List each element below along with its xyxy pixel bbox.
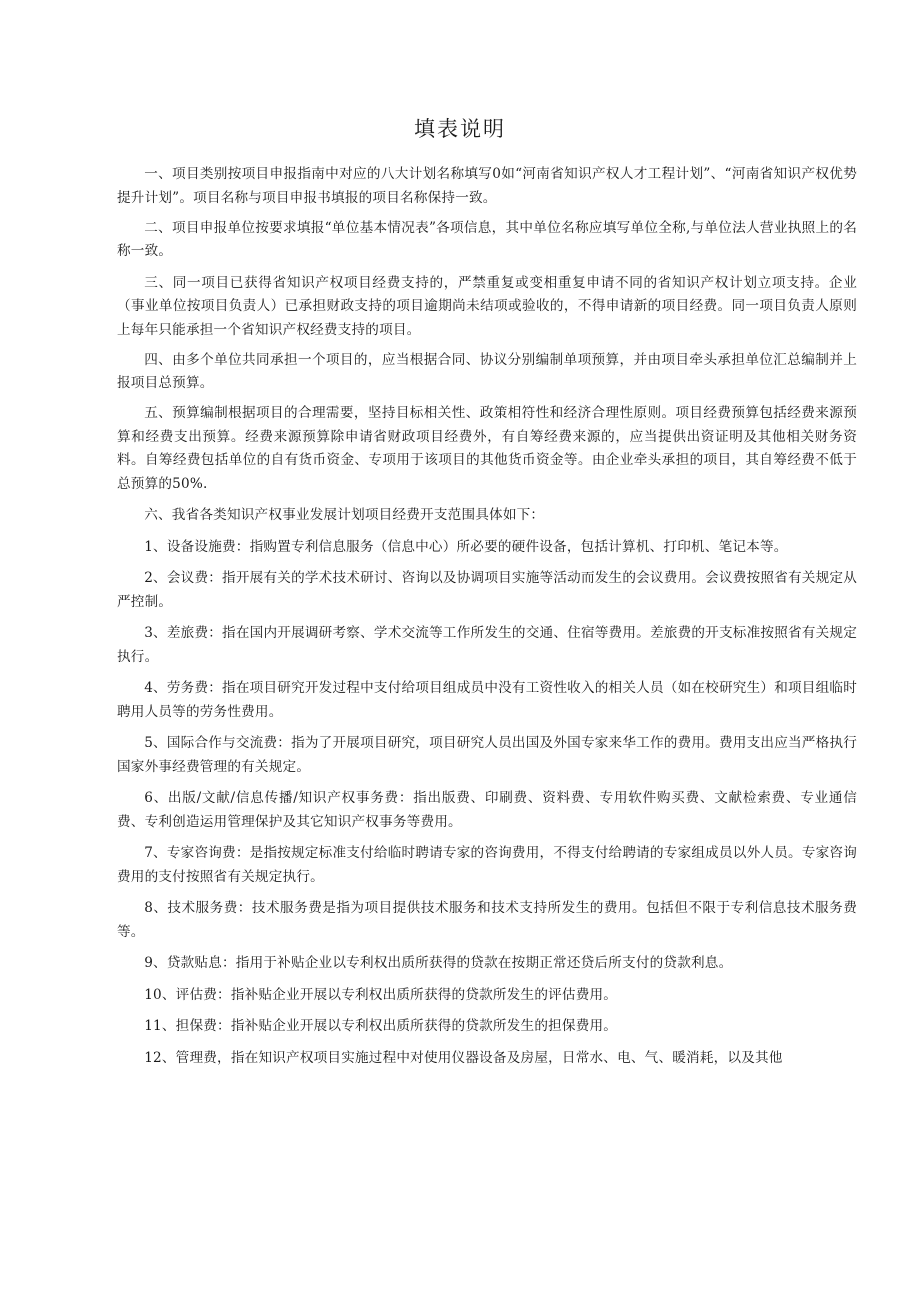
paragraph-applicant-unit: 二、项目申报单位按要求填报“单位基本情况表”各项信息，其中单位名称应填写单位全称,与单位法人营业执照上的名称一致。 bbox=[117, 219, 857, 259]
instructions-body bbox=[117, 163, 857, 1078]
paragraph-project-category: 一、项目类别按项目申报指南中对应的八大计划名称填写0如“河南省知识产权人才工程计划”、“河南省知识产权优势提升计划”。项目名称与项目申报书填报的项目名称保持一致。 bbox=[117, 166, 857, 206]
list-item-labor-fee: 4、劳务费：指在项目研究开发过程中支付给项目组成员中没有工资性收入的相关人员（如在校研究生）和项目组临时聘用人员等的劳务性费用。 bbox=[117, 680, 857, 720]
list-item-loan-interest: 9、贷款贴息：指用于补贴企业以专利权出质所获得的贷款在按期正常还贷后所支付的贷款利息。 bbox=[144, 955, 733, 971]
list-item-meeting-fee: 2、会议费：指开展有关的学术技术研讨、咨询以及协调项目实施等活动而发生的会议费用。会议费按照省有关规定从严控制。 bbox=[117, 570, 857, 610]
page-title: 填表说明 bbox=[414, 117, 506, 141]
list-item-equipment-fee: 1、设备设施费：指购置专利信息服务（信息中心）所必要的硬件设备，包括计算机、打印机、笔记本等。 bbox=[144, 538, 788, 555]
list-item-international-fee: 5、国际合作与交流费：指为了开展项目研究，项目研究人员出国及外国专家来华工作的费用。费用支出应当严格执行国家外事经费管理的有关规定。 bbox=[117, 735, 857, 775]
paragraph-joint-project: 四、由多个单位共同承担一个项目的，应当根据合同、协议分别编制单项预算，并由项目牵头承担单位汇总编制并上报项目总预算。 bbox=[117, 351, 857, 391]
list-item-publication-fee: 6、出版/文献/信息传播/知识产权事务费：指出版费、印刷费、资料费、专用软件购买费、文献检索费、专业通信费、专利创造运用管理保护及其它知识产权事务等费用。 bbox=[117, 790, 857, 830]
paragraph-expense-scope: 六、我省各类知识产权事业发展计划项目经费开支范围具体如下： bbox=[144, 507, 545, 523]
list-item-technical-service-fee: 8、技术服务费：技术服务费是指为项目提供技术服务和技术支持所发生的费用。包括但不限于专利信息技术服务费等。 bbox=[117, 900, 857, 940]
list-item-management-fee: 12、管理费，指在知识产权项目实施过程中对使用仪器设备及房屋，日常水、电、气、暖消耗，以及其他 bbox=[144, 1049, 783, 1066]
list-item-expert-fee: 7、专家咨询费：是指按规定标准支付给临时聘请专家的咨询费用，不得支付给聘请的专家组成员以外人员。专家咨询费用的支付按照省有关规定执行。 bbox=[117, 845, 857, 885]
list-item-travel-fee: 3、差旅费：指在国内开展调研考察、学术交流等工作所发生的交通、住宿等费用。差旅费的开支标准按照省有关规定执行。 bbox=[117, 625, 857, 665]
paragraph-budget-principles: 五、预算编制根据项目的合理需要，坚持目标相关性、政策相符性和经济合理性原则。项目经费预算包括经费来源预算和经费支出预算。经费来源预算除申请省财政项目经费外，有自筹经费来源的，应当提供出资证明及其他相关财务资料。自筹经费包括单位的自有货币资金、专项用于该项目的其他货币资金等。由企业牵头承担的项目，其自筹经费不低于总预算的50%. bbox=[117, 405, 857, 492]
paragraph-duplicate-funding: 三、同一项目已获得省知识产权项目经费支持的，严禁重复或变相重复申请不同的省知识产权计划立项支持。企业（事业单位按项目负责人）已承担财政支持的项目逾期尚未结项或验收的，不得申请新的项目经费。同一项目负责人原则上每年只能承担一个省知识产权经费支持的项目。 bbox=[117, 274, 857, 338]
list-item-assessment-fee: 10、评估费：指补贴企业开展以专利权出质所获得的贷款所发生的评估费用。 bbox=[144, 986, 618, 1003]
list-item-guarantee-fee: 11、担保费：指补贴企业开展以专利权出质所获得的贷款所发生的担保费用。 bbox=[144, 1018, 618, 1034]
